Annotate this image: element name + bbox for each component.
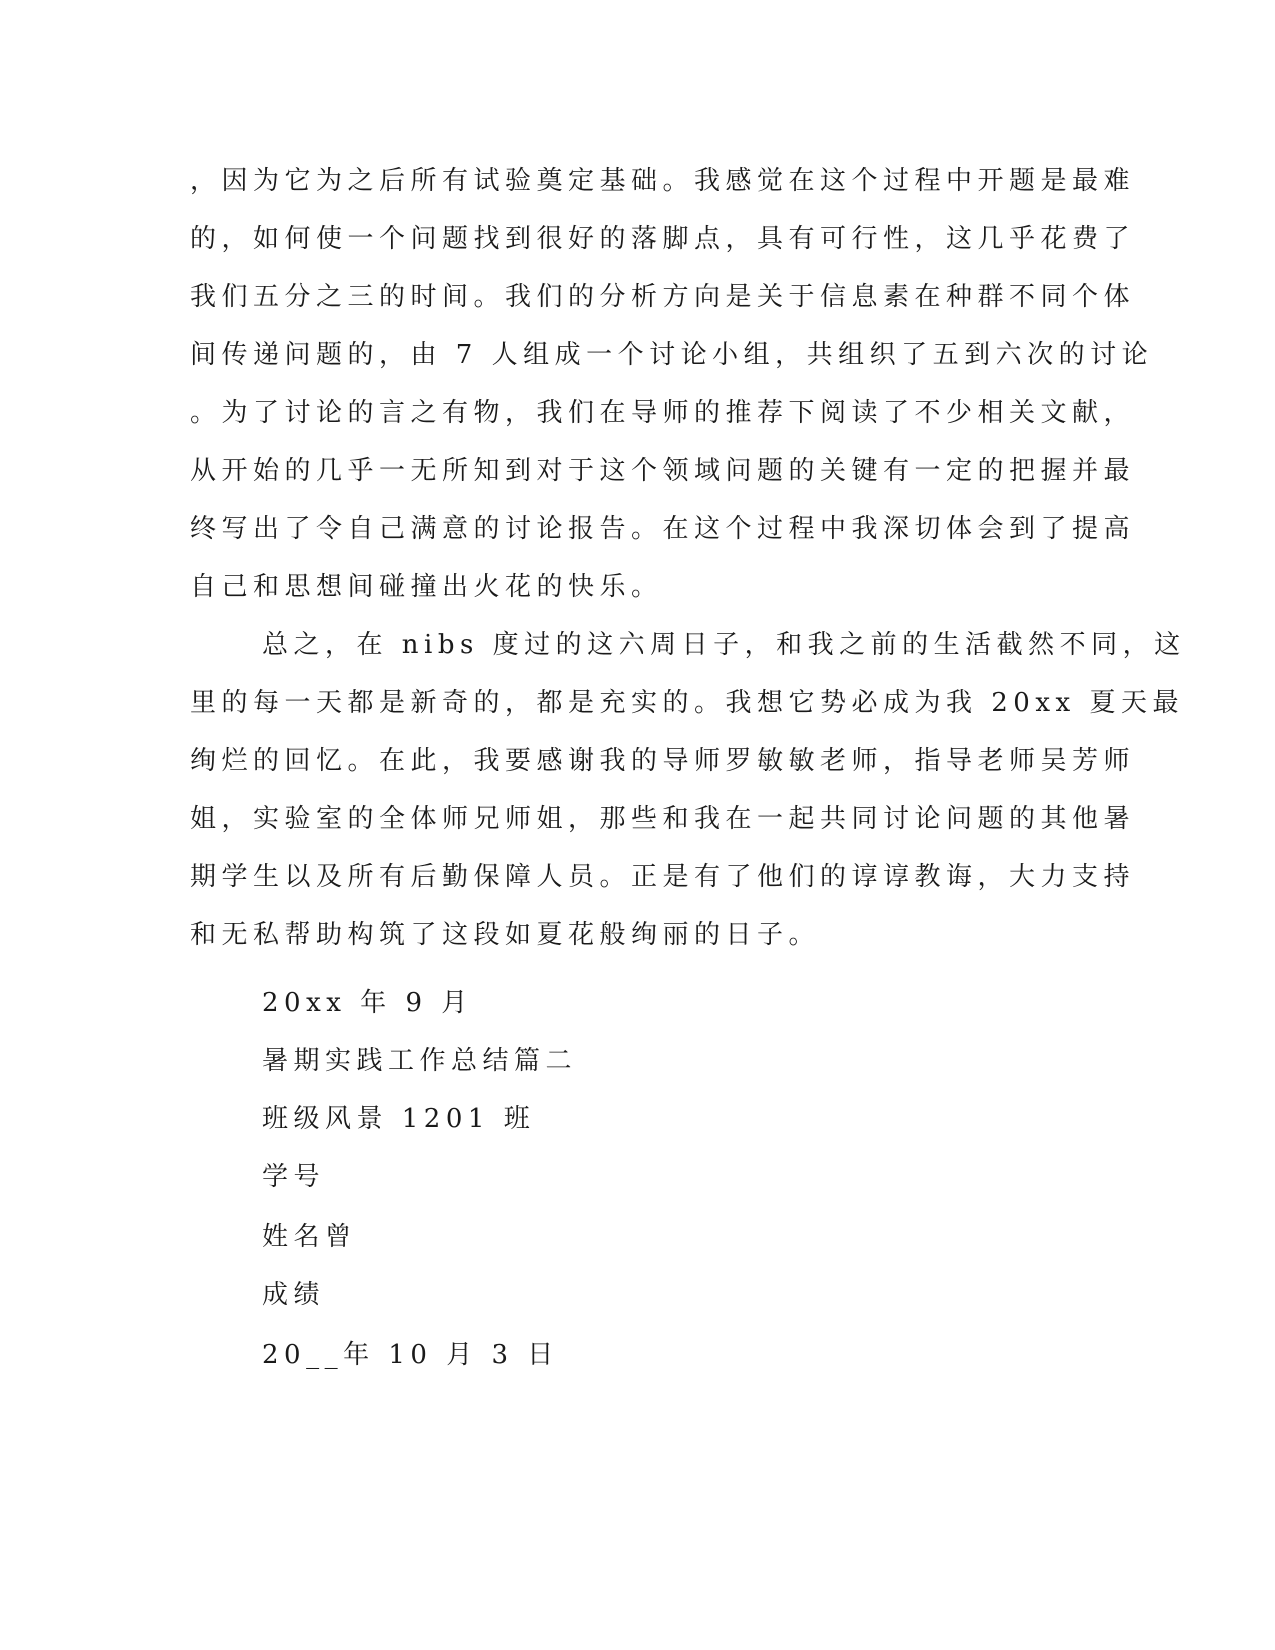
paragraph-1-line-8: 自己和思想间碰撞出火花的快乐。 bbox=[190, 572, 663, 602]
paragraph-1-line-6: 从开始的几乎一无所知到对于这个领域问题的关键有一定的把握并最 bbox=[190, 456, 1136, 486]
paragraph-2-line-4: 姐，实验室的全体师兄师姐，那些和我在一起共同讨论问题的其他暑 bbox=[190, 804, 1136, 834]
paragraph-1-line-4: 间传递问题的，由 7 人组成一个讨论小组，共组织了五到六次的讨论 bbox=[190, 340, 1154, 370]
paragraph-1-line-2: 的，如何使一个问题找到很好的落脚点，具有可行性，这几乎花费了 bbox=[190, 224, 1136, 254]
paragraph-2-line-5: 期学生以及所有后勤保障人员。正是有了他们的谆谆教诲，大力支持 bbox=[190, 862, 1136, 892]
class-line: 班级风景 1201 班 bbox=[262, 1104, 536, 1134]
paragraph-2-line-1: 总之，在 nibs 度过的这六周日子，和我之前的生活截然不同，这 bbox=[262, 630, 1186, 660]
date-line: 20xx 年 9 月 bbox=[262, 988, 473, 1018]
paragraph-1-line-7: 终写出了令自己满意的讨论报告。在这个过程中我深切体会到了提高 bbox=[190, 514, 1136, 544]
section-title: 暑期实践工作总结篇二 bbox=[262, 1046, 578, 1076]
grade-label: 成绩 bbox=[262, 1280, 326, 1310]
student-id-label: 学号 bbox=[262, 1162, 326, 1192]
final-date-line: 20__年 10 月 3 日 bbox=[262, 1340, 559, 1370]
paragraph-2-line-2: 里的每一天都是新奇的，都是充实的。我想它势必成为我 20xx 夏天最 bbox=[190, 688, 1184, 718]
paragraph-1-line-3: 我们五分之三的时间。我们的分析方向是关于信息素在种群不同个体 bbox=[190, 282, 1136, 312]
name-line: 姓名曾 bbox=[262, 1222, 357, 1252]
paragraph-2-line-6: 和无私帮助构筑了这段如夏花般绚丽的日子。 bbox=[190, 920, 821, 950]
paragraph-1-line-1: ，因为它为之后所有试验奠定基础。我感觉在这个过程中开题是最难 bbox=[190, 166, 1136, 196]
paragraph-2-line-3: 绚烂的回忆。在此，我要感谢我的导师罗敏敏老师，指导老师吴芳师 bbox=[190, 746, 1136, 776]
paragraph-1-line-5: 。为了讨论的言之有物，我们在导师的推荐下阅读了不少相关文献， bbox=[190, 398, 1136, 428]
